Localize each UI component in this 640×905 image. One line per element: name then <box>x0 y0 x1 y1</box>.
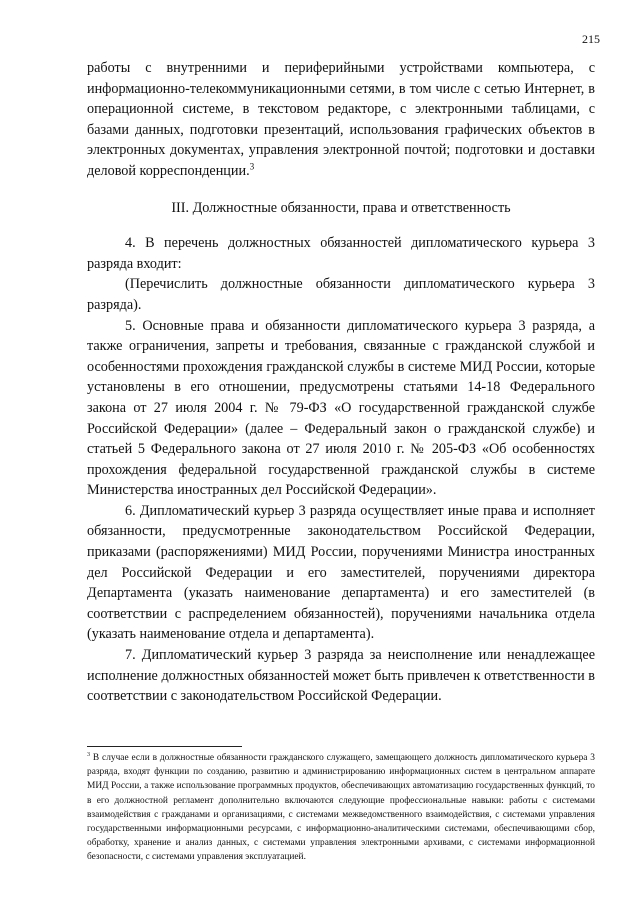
document-body <box>87 58 595 707</box>
paragraph-intro-text: работы с внутренними и периферийными устройствами компьютера, с информационно-телекоммуникационными сетями, в том числе с сетью Интернет, в операционной системе, в текстовом редакторе, с электронными таблицами, с базами данных, подготовки презентаций, использования графических объектов в электронных документах, управления электронной почтой; подготовки и доставки деловой корреспонденции. <box>87 60 595 179</box>
footnote-separator <box>87 746 242 747</box>
footnote <box>87 751 595 865</box>
paragraph-4: 4. В перечень должностных обязанностей дипломатического курьера 3 разряда входит: <box>87 235 595 272</box>
paragraph-7: 7. Дипломатический курьер 3 разряда за неисполнение или ненадлежащее исполнение должностных обязанностей может быть привлечен к ответственности в соответствии с законодательством Российской Федерации. <box>87 647 595 705</box>
paragraph-5: 5. Основные права и обязанности дипломатического курьера 3 разряда, а также ограничения, запреты и требования, связанные с гражданской службой и особенностями прохождения гражданской службы в системе МИД России, которые установлены в его отношении, предусмотрены статьями 14-18 Федерального закона от 27 июля 2004 г. № 79-ФЗ «О государственной гражданской службе Российской Федерации» (далее – Федеральный закон о гражданской службе) и статьей 5 Федерального закона от 27 июля 2010 г. № 205-ФЗ «Об особенностях прохождения федеральной государственной гражданской службы в системе Министерства иностранных дел Российской Федерации». <box>87 317 595 499</box>
footnote-reference: 3 <box>249 161 255 172</box>
paragraph-4-placeholder: (Перечислить должностные обязанности дипломатического курьера 3 разряда). <box>87 276 595 313</box>
page-number: 215 <box>582 32 600 46</box>
section-heading: III. Должностные обязанности, права и ответственность <box>171 199 511 216</box>
footnote-text: В случае если в должностные обязанности гражданского служащего, замещающего должность дипломатического курьера 3 разряда, входят функции по созданию, развитию и администрированию информационных систем в центральном аппарате МИД России, а также использование программных продуктов, обеспечивающих автоматизацию государственных функций, то в его должностной регламент дополнительно включаются следующие профессиональные навыки: работы с системами взаимодействия с гражданами и организациями, с системами межведомственного взаимодействия, с системами управления государственными информационными ресурсами, с информационно-аналитическими системами, обеспечивающими сбор, обработку, хранение и анализ данных, с системами управления электронными архивами, с системами информационной безопасности, с системами управления эксплуатацией. <box>87 753 595 863</box>
footnote-marker: 3 <box>87 751 91 758</box>
paragraph-6: 6. Дипломатический курьер 3 разряда осуществляет иные права и исполняет обязанности, предусмотренные законодательством Российской Федерации, приказами (распоряжениями) МИД России, поручениями Министра иностранных дел Российской Федерации и его заместителей, поручениями директора Департамента (указать наименование департамента) и его заместителей (в соответствии с распределением обязанностей), поручениями начальника отдела (указать наименование отдела и департамента). <box>87 502 595 643</box>
paragraph-intro <box>87 58 595 182</box>
